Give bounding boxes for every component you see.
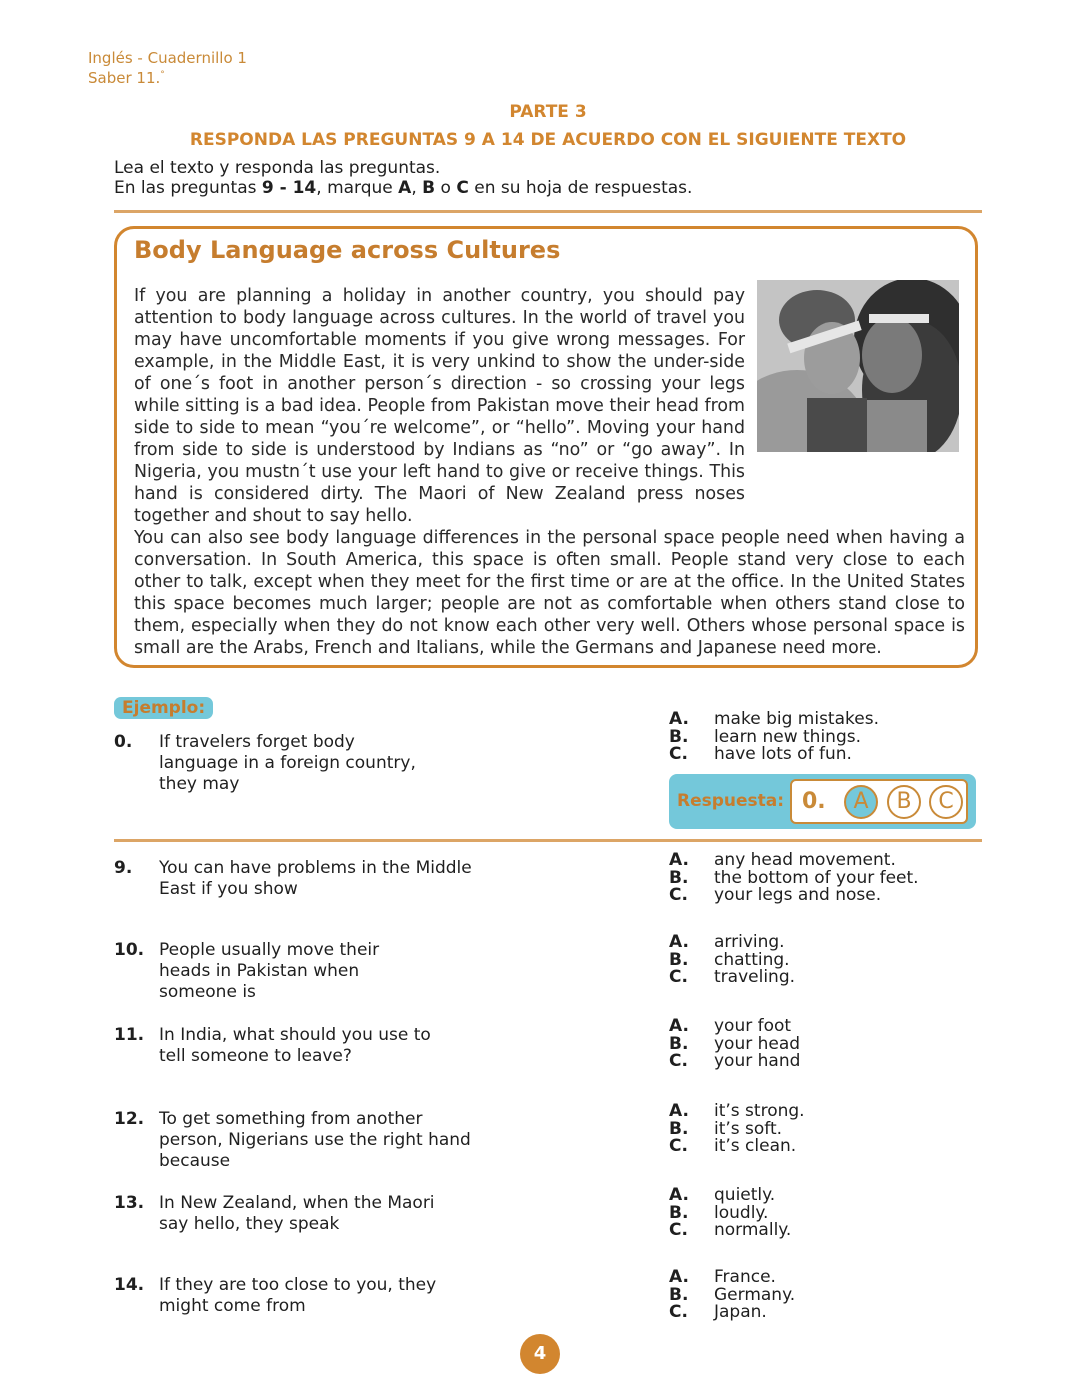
page-number: 4 xyxy=(520,1334,560,1374)
answer-number: 0. xyxy=(802,789,826,814)
instructions-line2: En las preguntas 9 - 14, marque A, B o C en su hoja de respuestas. xyxy=(114,178,693,198)
degree-mark: ° xyxy=(160,70,165,80)
article-photo xyxy=(757,280,959,452)
answer-label: Respuesta: xyxy=(677,791,785,811)
instructions xyxy=(114,158,692,198)
example-badge: Ejemplo: xyxy=(114,697,213,719)
answer-box xyxy=(669,774,976,829)
question-text: If travelers forget body language in a foreign country, they may xyxy=(159,732,416,794)
maori-greeting-image xyxy=(757,280,959,452)
divider-top xyxy=(114,210,982,213)
header-level: Saber 11.° xyxy=(88,69,165,87)
article-paragraph-2: You can also see body language differences in the personal space people need when having a conversation. In South America, this space is often small. People stand very close to each other to talk, except when they meet for the first time or are at the office. In the United States this space becomes much larger; people are not as comfortable when others stand close to them, especially when they do not know each other very well. Others whose personal space is small are the Arabs, French and Italians, while the Germans and Japanese need more. xyxy=(134,528,965,658)
instructions-line1: Lea el texto y responda las preguntas. xyxy=(114,158,441,178)
answer-bubble-a[interactable]: A xyxy=(844,785,878,819)
question-number: 0. xyxy=(114,732,133,752)
divider-questions xyxy=(114,839,982,842)
article-title: Body Language across Cultures xyxy=(134,236,561,264)
answer-sheet xyxy=(790,779,968,824)
answer-bubble-c[interactable]: C xyxy=(929,785,963,819)
document-header xyxy=(88,50,247,87)
article-paragraph-1: If you are planning a holiday in another country, you should pay attention to body language across cultures. In the world of travel you may have uncomfortable moments if you give wrong messages. For example, in the Middle East, it is very unkind to show the under-side of one´s foot in another person´s direction - so crossing your legs while sitting is a bad idea. People from Pakistan move their head from side to side to mean “you´re welcome”, or “hello”. Moving your hand from side to side is understood by Indians as “no” or “go away”. In Nigeria, you mustn´t use your left hand to give or receive things. This hand is considered dirty. The Maori of New Zealand press noses together and shout to say hello. xyxy=(134,286,745,526)
header-subject: Inglés - Cuadernillo 1 xyxy=(88,49,247,67)
part-subtitle: RESPONDA LAS PREGUNTAS 9 A 14 DE ACUERDO CON EL SIGUIENTE TEXTO xyxy=(189,130,907,150)
answer-bubble-b[interactable]: B xyxy=(887,785,921,819)
part-title: PARTE 3 xyxy=(509,102,587,122)
